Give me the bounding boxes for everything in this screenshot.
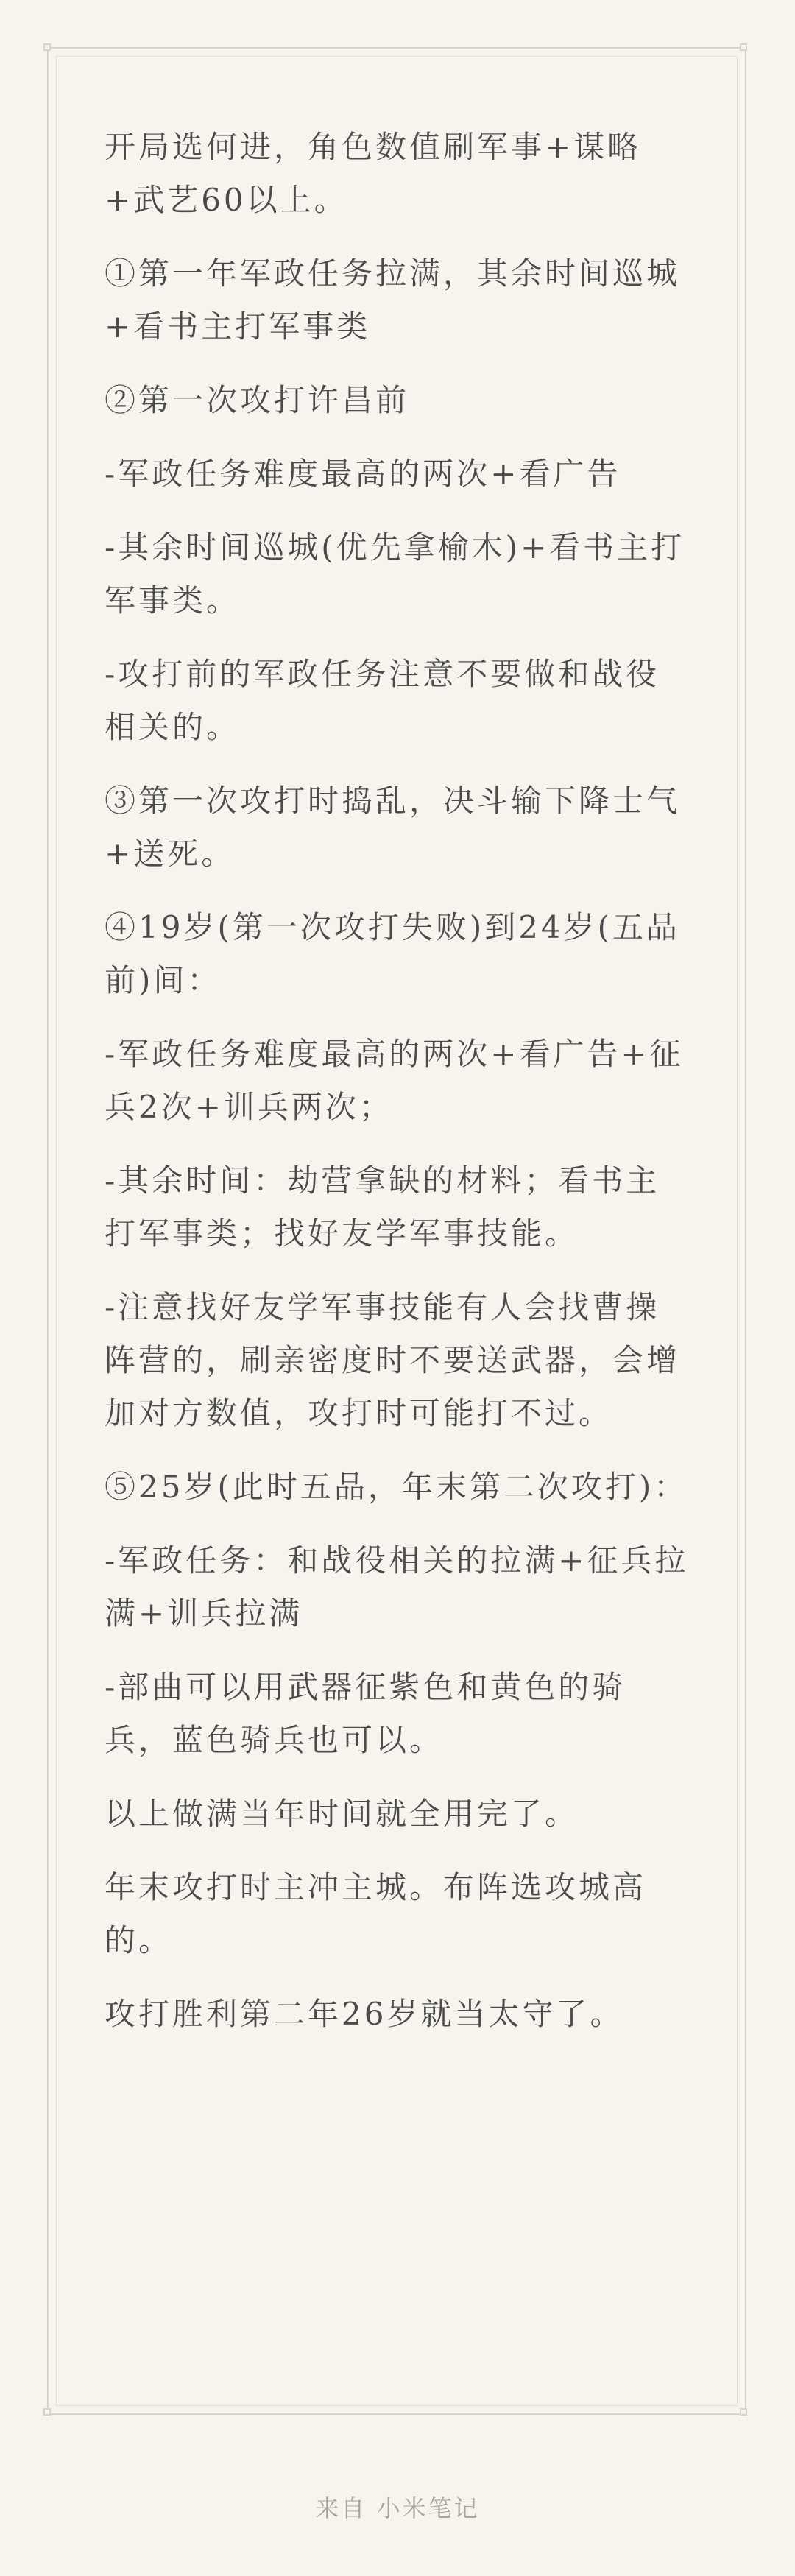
source-footer: 来自 小米笔记 <box>315 2494 480 2522</box>
note-paragraph: ②第一次攻打许昌前 <box>105 382 410 418</box>
note-paragraph: -攻打前的军政任务注意不要做和战役相关的。 <box>105 656 660 745</box>
corner-ornament <box>43 2408 51 2416</box>
note-paragraph: 攻打胜利第二年26岁就当太守了。 <box>105 1996 624 2032</box>
note-body <box>105 121 693 2061</box>
corner-ornament <box>740 2408 747 2416</box>
corner-ornament <box>43 43 51 51</box>
note-paragraph: -军政任务难度最高的两次+看广告 <box>105 456 621 492</box>
note-paragraph: -其余时间：劫营拿缺的材料；看书主打军事类；找好友学军事技能。 <box>105 1162 660 1252</box>
note-paragraph: -军政任务：和战役相关的拉满+征兵拉满+训兵拉满 <box>105 1542 689 1631</box>
note-paragraph: ③第一次攻打时捣乱，决斗输下降士气+送死。 <box>105 783 681 872</box>
note-paragraph: -注意找好友学军事技能有人会找曹操阵营的，刷亲密度时不要送武器，会增加对方数值，攻打时可能打不过。 <box>105 1289 681 1431</box>
note-paragraph: ①第一年军政任务拉满，其余时间巡城+看书主打军事类 <box>105 255 681 345</box>
note-paragraph: -军政任务难度最高的两次+看广告+征兵2次+训兵两次； <box>105 1036 684 1125</box>
note-paragraph: 年末攻打时主冲主城。布阵选攻城高的。 <box>105 1869 647 1958</box>
note-paragraph: -其余时间巡城(优先拿榆木)+看书主打军事类。 <box>105 529 685 618</box>
note-paragraph: ⑤25岁(此时五品，年末第二次攻打)： <box>105 1469 688 1505</box>
corner-ornament <box>740 43 747 51</box>
note-paragraph: 开局选何进，角色数值刷军事+谋略+武艺60以上。 <box>105 129 642 218</box>
note-paragraph: 以上做满当年时间就全用完了。 <box>105 1796 579 1832</box>
note-paragraph: -部曲可以用武器征紫色和黄色的骑兵，蓝色骑兵也可以。 <box>105 1669 626 1758</box>
note-paragraph: ④19岁(第一次攻打失败)到24岁(五品前)间： <box>105 909 681 998</box>
